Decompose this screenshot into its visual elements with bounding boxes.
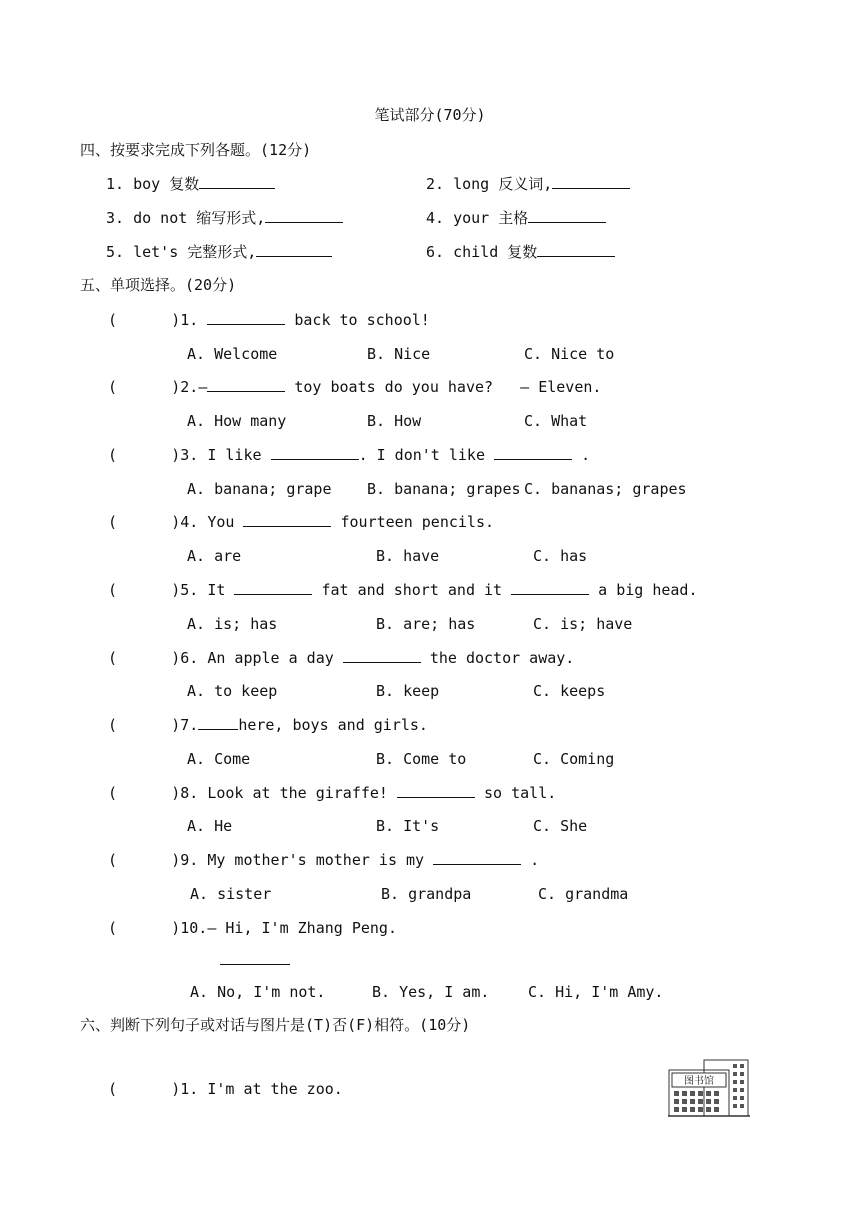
answer-blank[interactable] bbox=[265, 208, 343, 223]
question-row: ( )5. It fat and short and it a big head. bbox=[108, 581, 698, 599]
question-blank[interactable] bbox=[198, 715, 238, 730]
section-4-item: 3. do not 缩写形式, bbox=[106, 208, 343, 228]
option[interactable]: C. Coming bbox=[533, 750, 615, 768]
option[interactable]: C. grandma bbox=[538, 885, 629, 903]
section-6-heading: 六、判断下列句子或对话与图片是(T)否(F)相符。(10分) bbox=[80, 1016, 471, 1034]
question-row: ( )2.— toy boats do you have? — Eleven. bbox=[108, 378, 602, 396]
option[interactable]: C. has bbox=[533, 547, 588, 565]
option[interactable]: B. banana; grapes bbox=[367, 480, 521, 498]
option[interactable]: B. Nice bbox=[367, 345, 431, 363]
question-row: ( )6. An apple a day the doctor away. bbox=[108, 649, 575, 667]
answer-paren[interactable]: ( ) bbox=[108, 716, 181, 734]
option[interactable]: B. have bbox=[376, 547, 440, 565]
question-row: ( )1. back to school! bbox=[108, 311, 430, 329]
option[interactable]: C. She bbox=[533, 817, 588, 835]
section-5-heading: 五、单项选择。(20分) bbox=[80, 276, 237, 294]
question-blank[interactable] bbox=[397, 783, 475, 798]
option[interactable]: A. sister bbox=[190, 885, 272, 903]
question-row: ( )1. I'm at the zoo. bbox=[108, 1080, 343, 1098]
answer-paren[interactable]: ( ) bbox=[108, 649, 181, 667]
option[interactable]: C. bananas; grapes bbox=[524, 480, 687, 498]
section-4-item: 4. your 主格 bbox=[426, 208, 606, 228]
option[interactable]: B. Yes, I am. bbox=[372, 983, 490, 1001]
option[interactable]: A. He bbox=[187, 817, 233, 835]
section-4-item: 5. let's 完整形式, bbox=[106, 242, 332, 262]
question-row: ( )4. You fourteen pencils. bbox=[108, 513, 495, 531]
answer-blank[interactable] bbox=[199, 174, 275, 189]
question-blank[interactable] bbox=[271, 445, 359, 460]
option[interactable]: A. Welcome bbox=[187, 345, 278, 363]
answer-paren[interactable]: ( ) bbox=[108, 446, 181, 464]
option[interactable]: B. How bbox=[367, 412, 422, 430]
question-blank[interactable] bbox=[511, 580, 589, 595]
question-row: ( )9. My mother's mother is my . bbox=[108, 851, 540, 869]
answer-paren[interactable]: ( ) bbox=[108, 581, 181, 599]
section-4-heading: 四、按要求完成下列各题。(12分) bbox=[80, 141, 312, 159]
option[interactable]: A. banana; grape bbox=[187, 480, 332, 498]
question-blank[interactable] bbox=[207, 377, 285, 392]
option[interactable]: A. No, I'm not. bbox=[190, 983, 326, 1001]
section-4-item: 6. child 复数 bbox=[426, 242, 615, 262]
option[interactable]: B. Come to bbox=[376, 750, 467, 768]
option[interactable]: C. is; have bbox=[533, 615, 633, 633]
option[interactable]: A. Come bbox=[187, 750, 251, 768]
answer-paren[interactable]: ( ) bbox=[108, 513, 181, 531]
option[interactable]: A. How many bbox=[187, 412, 287, 430]
question-blank[interactable] bbox=[243, 512, 331, 527]
option[interactable]: C. What bbox=[524, 412, 588, 430]
library-sign: 图书馆 bbox=[684, 1076, 714, 1087]
answer-paren[interactable]: ( ) bbox=[108, 919, 181, 937]
question-row: ( )3. I like . I don't like . bbox=[108, 446, 591, 464]
question-blank[interactable] bbox=[207, 310, 285, 325]
option[interactable]: B. It's bbox=[376, 817, 440, 835]
option[interactable]: B. are; has bbox=[376, 615, 476, 633]
question-row: ( )7. here, boys and girls. bbox=[108, 716, 428, 734]
option[interactable]: B. keep bbox=[376, 682, 440, 700]
answer-paren[interactable]: ( ) bbox=[108, 311, 181, 329]
option[interactable]: C. Nice to bbox=[524, 345, 615, 363]
answer-paren[interactable]: ( ) bbox=[108, 378, 181, 396]
section-4-item: 2. long 反义词, bbox=[426, 174, 630, 194]
option[interactable]: A. is; has bbox=[187, 615, 278, 633]
question-row: ( )8. Look at the giraffe! so tall. bbox=[108, 784, 557, 802]
question-blank[interactable] bbox=[234, 580, 312, 595]
question-blank[interactable] bbox=[433, 850, 521, 865]
option[interactable]: A. are bbox=[187, 547, 242, 565]
answer-paren[interactable]: ( ) bbox=[108, 1080, 181, 1098]
answer-paren[interactable]: ( ) bbox=[108, 851, 181, 869]
answer-paren[interactable]: ( ) bbox=[108, 784, 181, 802]
page-title: 笔试部分(70分) bbox=[374, 106, 486, 124]
question-row: ( )10.— Hi, I'm Zhang Peng. bbox=[108, 919, 397, 937]
section-4-item: 1. boy 复数 bbox=[106, 174, 275, 194]
option[interactable]: C. Hi, I'm Amy. bbox=[528, 983, 664, 1001]
answer-blank[interactable] bbox=[537, 242, 615, 257]
question-blank-line[interactable] bbox=[220, 950, 290, 970]
option[interactable]: B. grandpa bbox=[381, 885, 472, 903]
answer-blank[interactable] bbox=[528, 208, 606, 223]
answer-blank[interactable] bbox=[552, 174, 630, 189]
library-building-image bbox=[668, 1058, 750, 1118]
question-blank[interactable] bbox=[343, 648, 421, 663]
option[interactable]: A. to keep bbox=[187, 682, 278, 700]
option[interactable]: C. keeps bbox=[533, 682, 606, 700]
answer-blank[interactable] bbox=[256, 242, 332, 257]
question-blank[interactable] bbox=[494, 445, 572, 460]
